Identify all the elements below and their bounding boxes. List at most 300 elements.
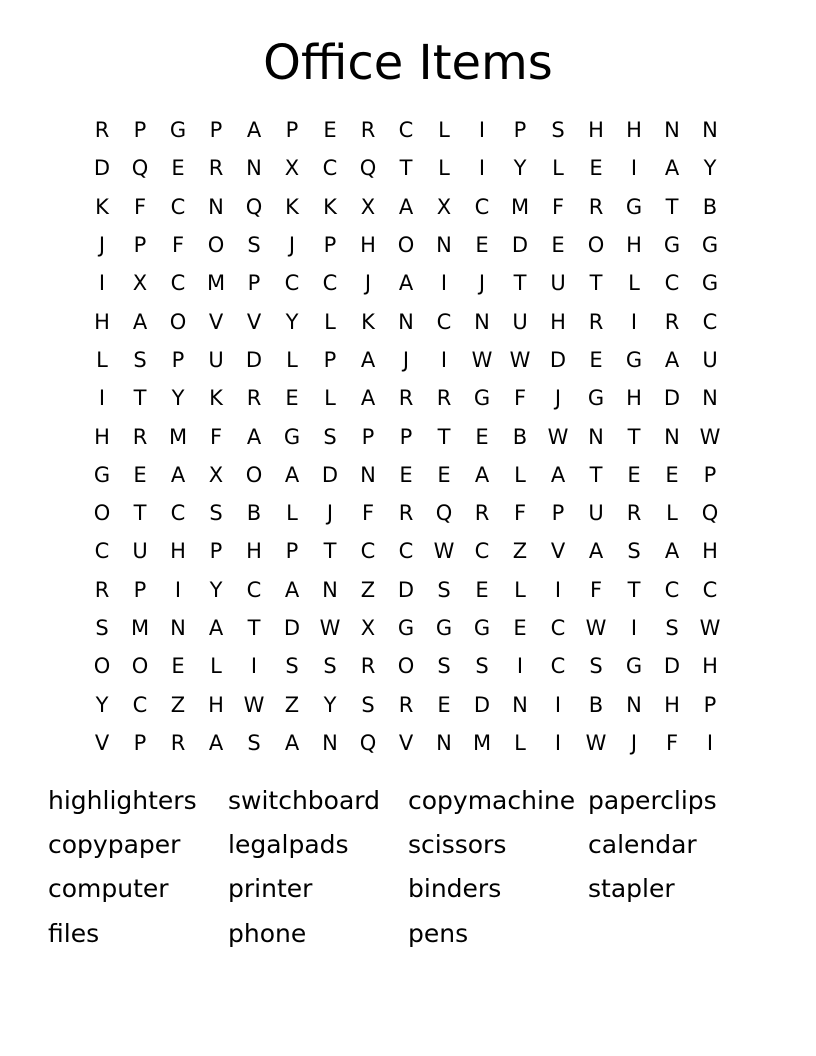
grid-letter: V — [246, 309, 262, 334]
grid-letter: C — [132, 692, 148, 717]
grid-row — [83, 302, 729, 340]
grid-letter: P — [323, 233, 337, 258]
grid-letter: E — [475, 424, 489, 449]
grid-letter: N — [664, 424, 680, 449]
grid-letter: P — [551, 501, 565, 526]
grid-row — [83, 571, 729, 609]
grid-letter: C — [170, 501, 186, 526]
grid-letter: S — [133, 347, 147, 372]
grid-letter: X — [284, 156, 300, 181]
grid-letter: Y — [703, 156, 717, 181]
grid-letter: X — [132, 271, 148, 296]
grid-letter: N — [588, 424, 604, 449]
grid-letter: R — [664, 309, 680, 334]
grid-letter: P — [133, 577, 147, 602]
grid-letter: R — [360, 654, 376, 679]
grid-letter: V — [550, 539, 566, 564]
word-bank-item: highlighters — [48, 785, 197, 815]
grid-letter: Y — [513, 156, 527, 181]
grid-letter: O — [93, 654, 111, 679]
grid-letter: G — [587, 386, 605, 411]
grid-row — [83, 188, 729, 226]
grid-letter: R — [398, 692, 414, 717]
grid-letter: F — [171, 233, 185, 258]
grid-letter: R — [436, 386, 452, 411]
grid-letter: C — [398, 118, 414, 143]
grid-letter: L — [552, 156, 564, 181]
grid-letter: R — [246, 386, 262, 411]
grid-letter: L — [514, 462, 526, 487]
grid-letter: H — [626, 386, 642, 411]
grid-letter: L — [438, 156, 450, 181]
grid-letter: S — [551, 118, 565, 143]
grid-letter: Q — [359, 156, 377, 181]
grid-letter: E — [399, 462, 413, 487]
grid-letter: O — [131, 654, 149, 679]
grid-letter: Q — [359, 730, 377, 755]
grid-letter: K — [361, 309, 375, 334]
grid-letter: U — [550, 271, 566, 296]
grid-letter: L — [514, 577, 526, 602]
grid-letter: C — [436, 309, 452, 334]
grid-letter: Y — [171, 386, 185, 411]
grid-letter: N — [360, 462, 376, 487]
grid-letter: D — [321, 462, 339, 487]
grid-letter: N — [436, 730, 452, 755]
grid-letter: J — [288, 233, 296, 258]
grid-letter: I — [440, 347, 448, 372]
grid-letter: P — [171, 347, 185, 372]
grid-letter: F — [513, 501, 527, 526]
word-bank-item: files — [48, 918, 100, 948]
grid-letter: J — [364, 271, 372, 296]
grid-letter: G — [701, 271, 719, 296]
grid-letter: Z — [170, 692, 186, 717]
grid-letter: S — [323, 654, 337, 679]
grid-row — [83, 724, 729, 762]
grid-letter: N — [322, 730, 338, 755]
grid-letter: A — [284, 730, 300, 755]
grid-letter: E — [171, 654, 185, 679]
grid-letter: F — [589, 577, 603, 602]
grid-letter: E — [589, 156, 603, 181]
grid-letter: G — [397, 616, 415, 640]
grid-letter: S — [665, 616, 679, 640]
grid-letter: G — [283, 424, 301, 449]
grid-letter: P — [399, 424, 413, 449]
grid-letter: T — [589, 462, 603, 487]
grid-letter: A — [588, 539, 604, 564]
word-bank-item: scissors — [408, 829, 507, 859]
grid-letter: I — [630, 309, 638, 334]
grid-letter: C — [246, 577, 262, 602]
grid-letter: E — [437, 692, 451, 717]
grid-letter: D — [473, 692, 491, 717]
grid-letter: C — [702, 577, 718, 602]
grid-letter: T — [247, 616, 261, 640]
grid-letter: R — [626, 501, 642, 526]
grid-letter: A — [246, 424, 262, 449]
grid-letter: H — [94, 424, 110, 449]
grid-letter: P — [703, 462, 717, 487]
grid-letter: C — [474, 539, 490, 564]
grid-letter: G — [625, 347, 643, 372]
word-bank-item: computer — [48, 874, 169, 904]
grid-letter: N — [208, 194, 224, 219]
word-bank-item: stapler — [588, 874, 675, 904]
grid-letter: J — [630, 730, 638, 755]
grid-letter: S — [361, 692, 375, 717]
grid-letter: L — [96, 347, 108, 372]
grid-letter: Z — [284, 692, 300, 717]
grid-letter: D — [511, 233, 529, 258]
grid-letter: C — [474, 194, 490, 219]
grid-letter: C — [702, 309, 718, 334]
grid-letter: A — [398, 194, 414, 219]
grid-letter: B — [588, 692, 604, 717]
grid-letter: M — [510, 194, 530, 219]
grid-letter: R — [132, 424, 148, 449]
word-bank-item: copymachine — [408, 785, 576, 815]
word-bank-row — [48, 867, 778, 911]
word-bank-item: switchboard — [228, 785, 381, 815]
grid-letter: D — [663, 654, 681, 679]
grid-letter: J — [326, 501, 334, 526]
grid-letter: G — [169, 118, 187, 143]
grid-letter: U — [512, 309, 528, 334]
grid-letter: A — [284, 462, 300, 487]
grid-letter: N — [702, 118, 718, 143]
grid-letter: Q — [245, 194, 263, 219]
grid-letter: H — [626, 118, 642, 143]
grid-letter: C — [398, 539, 414, 564]
grid-letter: W — [319, 616, 341, 640]
grid-letter: G — [663, 233, 681, 258]
grid-letter: D — [663, 386, 681, 411]
grid-letter: R — [588, 309, 604, 334]
grid-letter: S — [247, 730, 261, 755]
grid-letter: L — [286, 501, 298, 526]
grid-letter: L — [286, 347, 298, 372]
grid-letter: C — [322, 156, 338, 181]
grid-letter: O — [397, 233, 415, 258]
grid-letter: O — [587, 233, 605, 258]
grid-letter: O — [397, 654, 415, 679]
grid-letter: S — [95, 616, 109, 640]
grid-letter: C — [170, 271, 186, 296]
grid-letter: A — [664, 539, 680, 564]
grid-letter: N — [626, 692, 642, 717]
grid-letter: T — [133, 501, 147, 526]
grid-letter: H — [588, 118, 604, 143]
grid-letter: P — [209, 118, 223, 143]
grid-letter: I — [440, 271, 448, 296]
grid-letter: N — [702, 386, 718, 411]
grid-letter: A — [664, 156, 680, 181]
grid-letter: W — [585, 616, 607, 640]
grid-letter: G — [93, 462, 111, 487]
grid-letter: P — [513, 118, 527, 143]
grid-letter: O — [245, 462, 263, 487]
grid-letter: L — [628, 271, 640, 296]
grid-letter: Z — [360, 577, 376, 602]
grid-letter: X — [360, 616, 376, 640]
grid-letter: J — [98, 233, 106, 258]
grid-letter: T — [437, 424, 451, 449]
grid-letter: I — [98, 386, 106, 411]
grid-letter: E — [665, 462, 679, 487]
grid-letter: R — [588, 194, 604, 219]
grid-letter: A — [360, 386, 376, 411]
grid-letter: H — [702, 654, 718, 679]
grid-letter: M — [168, 424, 188, 449]
grid-letter: E — [627, 462, 641, 487]
grid-letter: A — [246, 118, 262, 143]
grid-letter: H — [94, 309, 110, 334]
grid-letter: S — [437, 577, 451, 602]
grid-letter: Q — [435, 501, 453, 526]
grid-letter: X — [436, 194, 452, 219]
grid-letter: A — [360, 347, 376, 372]
grid-letter: Q — [131, 156, 149, 181]
grid-letter: G — [473, 386, 491, 411]
grid-letter: N — [322, 577, 338, 602]
grid-row — [83, 456, 729, 494]
grid-letter: R — [208, 156, 224, 181]
grid-letter: P — [361, 424, 375, 449]
grid-letter: P — [133, 118, 147, 143]
grid-letter: S — [323, 424, 337, 449]
grid-letter: H — [550, 309, 566, 334]
grid-letter: F — [551, 194, 565, 219]
grid-letter: N — [664, 118, 680, 143]
grid-row — [83, 149, 729, 187]
grid-letter: G — [473, 616, 491, 640]
grid-letter: L — [514, 730, 526, 755]
letter-grid — [83, 111, 729, 762]
grid-letter: F — [665, 730, 679, 755]
grid-letter: I — [98, 271, 106, 296]
grid-letter: I — [706, 730, 714, 755]
grid-letter: E — [171, 156, 185, 181]
grid-letter: P — [323, 347, 337, 372]
grid-letter: A — [664, 347, 680, 372]
grid-letter: H — [170, 539, 186, 564]
grid-letter: C — [360, 539, 376, 564]
grid-letter: E — [551, 233, 565, 258]
grid-letter: R — [94, 118, 110, 143]
grid-letter: E — [475, 577, 489, 602]
grid-letter: M — [130, 616, 150, 640]
grid-letter: H — [246, 539, 262, 564]
grid-letter: P — [285, 539, 299, 564]
word-bank-item: paperclips — [588, 785, 717, 815]
grid-letter: L — [438, 118, 450, 143]
grid-letter: D — [93, 156, 111, 181]
grid-letter: T — [665, 194, 679, 219]
grid-letter: P — [209, 539, 223, 564]
grid-letter: N — [474, 309, 490, 334]
grid-letter: J — [478, 271, 486, 296]
word-bank-row — [48, 778, 778, 822]
grid-letter: E — [475, 233, 489, 258]
grid-letter: R — [360, 118, 376, 143]
grid-letter: P — [285, 118, 299, 143]
grid-letter: S — [285, 654, 299, 679]
grid-letter: T — [323, 539, 337, 564]
word-bank-item: phone — [228, 918, 307, 948]
grid-letter: C — [94, 539, 110, 564]
grid-letter: G — [701, 233, 719, 258]
grid-letter: Y — [209, 577, 223, 602]
grid-letter: T — [627, 424, 641, 449]
grid-letter: L — [324, 309, 336, 334]
grid-letter: W — [585, 730, 607, 755]
grid-letter: D — [549, 347, 567, 372]
page-title: Office Items — [263, 35, 553, 91]
grid-letter: R — [398, 501, 414, 526]
grid-letter: N — [398, 309, 414, 334]
grid-letter: C — [284, 271, 300, 296]
grid-letter: A — [398, 271, 414, 296]
grid-letter: W — [433, 539, 455, 564]
grid-letter: I — [554, 730, 562, 755]
grid-letter: H — [208, 692, 224, 717]
grid-letter: J — [402, 347, 410, 372]
word-bank-row — [48, 911, 778, 955]
grid-letter: C — [664, 577, 680, 602]
grid-letter: W — [699, 616, 721, 640]
grid-letter: F — [361, 501, 375, 526]
grid-letter: U — [588, 501, 604, 526]
grid-letter: M — [472, 730, 492, 755]
grid-letter: R — [94, 577, 110, 602]
grid-row — [83, 226, 729, 264]
grid-letter: V — [208, 309, 224, 334]
grid-letter: R — [398, 386, 414, 411]
grid-row — [83, 417, 729, 455]
grid-letter: I — [250, 654, 258, 679]
grid-letter: S — [627, 539, 641, 564]
grid-letter: E — [437, 462, 451, 487]
grid-letter: G — [625, 194, 643, 219]
word-bank-item: calendar — [588, 829, 697, 859]
grid-letter: E — [133, 462, 147, 487]
grid-letter: Y — [323, 692, 337, 717]
grid-letter: N — [170, 616, 186, 640]
grid-letter: Z — [512, 539, 528, 564]
word-bank-item: binders — [408, 874, 502, 904]
grid-letter: O — [169, 309, 187, 334]
word-bank-item: pens — [408, 918, 469, 948]
grid-letter: G — [435, 616, 453, 640]
grid-letter: I — [478, 118, 486, 143]
grid-letter: W — [243, 692, 265, 717]
word-bank-item: printer — [228, 874, 313, 904]
grid-letter: I — [174, 577, 182, 602]
grid-letter: J — [554, 386, 562, 411]
grid-letter: P — [247, 271, 261, 296]
grid-letter: I — [516, 654, 524, 679]
grid-letter: A — [132, 309, 148, 334]
grid-letter: D — [245, 347, 263, 372]
grid-letter: N — [436, 233, 452, 258]
word-bank-item: copypaper — [48, 829, 181, 859]
grid-letter: E — [285, 386, 299, 411]
grid-letter: Y — [285, 309, 299, 334]
grid-letter: U — [132, 539, 148, 564]
grid-row — [83, 111, 729, 149]
grid-letter: P — [703, 692, 717, 717]
grid-letter: H — [626, 233, 642, 258]
grid-letter: H — [664, 692, 680, 717]
grid-letter: W — [471, 347, 493, 372]
grid-letter: A — [550, 462, 566, 487]
grid-letter: B — [702, 194, 718, 219]
grid-letter: E — [513, 616, 527, 640]
grid-letter: C — [322, 271, 338, 296]
grid-letter: E — [589, 347, 603, 372]
grid-letter: L — [324, 386, 336, 411]
grid-letter: I — [554, 577, 562, 602]
grid-letter: I — [630, 616, 638, 640]
grid-letter: K — [285, 194, 299, 219]
grid-letter: S — [247, 233, 261, 258]
grid-letter: R — [170, 730, 186, 755]
grid-letter: L — [666, 501, 678, 526]
grid-letter: C — [550, 616, 566, 640]
grid-letter: N — [512, 692, 528, 717]
grid-letter: Y — [95, 692, 109, 717]
grid-letter: D — [283, 616, 301, 640]
grid-letter: A — [474, 462, 490, 487]
grid-letter: B — [246, 501, 262, 526]
grid-letter: A — [208, 730, 224, 755]
grid-letter: P — [133, 233, 147, 258]
grid-row — [83, 532, 729, 570]
grid-letter: F — [513, 386, 527, 411]
grid-row — [83, 264, 729, 302]
grid-letter: F — [133, 194, 147, 219]
grid-row — [83, 494, 729, 532]
grid-letter: N — [246, 156, 262, 181]
grid-letter: G — [625, 654, 643, 679]
grid-letter: U — [208, 347, 224, 372]
grid-letter: V — [398, 730, 414, 755]
grid-row — [83, 341, 729, 379]
grid-row — [83, 609, 729, 647]
grid-letter: I — [554, 692, 562, 717]
grid-letter: A — [284, 577, 300, 602]
grid-letter: W — [509, 347, 531, 372]
grid-letter: P — [133, 730, 147, 755]
word-bank — [48, 778, 778, 955]
grid-letter: H — [360, 233, 376, 258]
grid-letter: O — [207, 233, 225, 258]
grid-letter: E — [323, 118, 337, 143]
grid-letter: X — [208, 462, 224, 487]
grid-letter: V — [94, 730, 110, 755]
grid-letter: L — [210, 654, 222, 679]
grid-letter: K — [95, 194, 109, 219]
grid-letter: S — [209, 501, 223, 526]
word-bank-row — [48, 822, 778, 866]
grid-letter: C — [170, 194, 186, 219]
grid-letter: O — [93, 501, 111, 526]
grid-letter: T — [133, 386, 147, 411]
grid-letter: I — [630, 156, 638, 181]
grid-letter: T — [399, 156, 413, 181]
